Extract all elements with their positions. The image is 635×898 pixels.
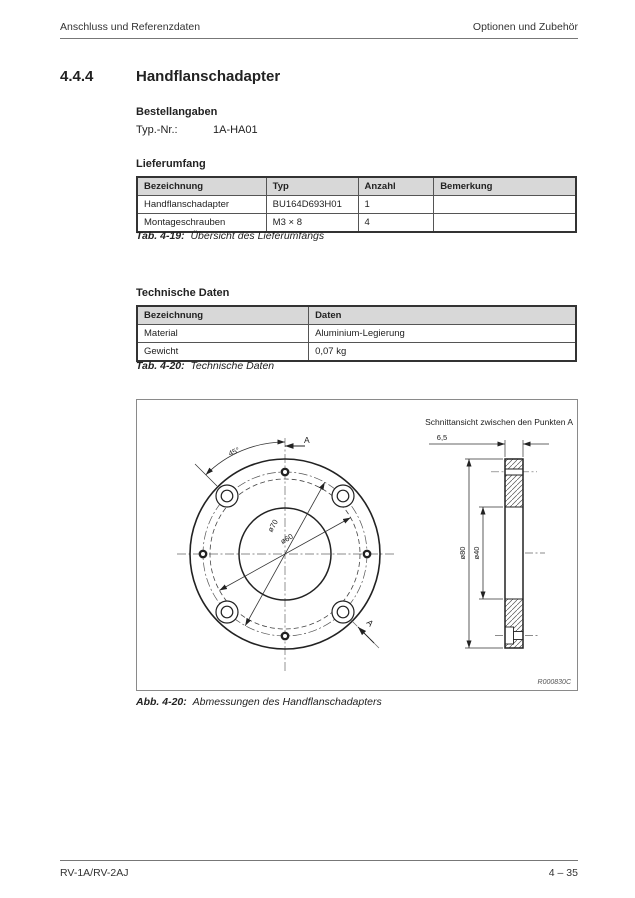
drawing-code: R000830C xyxy=(537,679,571,686)
col-header: Bezeichnung xyxy=(137,177,266,196)
col-header: Bezeichnung xyxy=(137,306,309,325)
dim-label-ref-circle: ø60 xyxy=(278,531,295,546)
angle-arc xyxy=(206,442,285,475)
footer-rule xyxy=(60,860,578,861)
figure-drawing xyxy=(136,399,578,691)
figure-caption xyxy=(136,696,382,708)
caption-label: Tab. 4-19: xyxy=(136,230,185,242)
section-view xyxy=(429,433,549,648)
header-left: Anschluss und Referenzdaten xyxy=(60,21,201,33)
col-header: Typ xyxy=(266,177,358,196)
order-info-heading: Bestellangaben xyxy=(136,106,218,118)
cell: BU164D693H01 xyxy=(266,196,358,214)
section-title: Handflanschadapter xyxy=(136,68,281,85)
delivery-table xyxy=(136,176,577,233)
top-hole-cut xyxy=(505,469,523,475)
caption-text: Abmessungen des Handflanschadapters xyxy=(192,696,382,708)
through-hole-cut xyxy=(514,632,524,640)
dim-label-thickness: 6,5 xyxy=(436,433,448,442)
type-no-label: Typ.-Nr.: xyxy=(136,124,178,136)
col-header: Daten xyxy=(309,306,576,325)
section-marker-top: A xyxy=(304,435,310,445)
dim-label-bore: ø40 xyxy=(472,546,481,560)
cell: Handflanschadapter xyxy=(137,196,266,214)
cell: Aluminium-Legierung xyxy=(309,325,576,343)
header-right: Optionen und Zubehör xyxy=(472,21,578,33)
caption-text: Technische Daten xyxy=(190,360,275,372)
table-row xyxy=(137,325,576,343)
table-header-row xyxy=(137,306,576,325)
cell: Montageschrauben xyxy=(137,214,266,233)
caption-label: Tab. 4-20: xyxy=(136,360,185,372)
section-arrow-bottom xyxy=(358,627,374,643)
table-caption xyxy=(136,230,324,242)
technical-data-heading: Technische Daten xyxy=(136,287,230,299)
cell xyxy=(434,214,576,233)
section-view-title: Schnittansicht zwischen den Punkten A xyxy=(425,417,573,427)
cell: M3 × 8 xyxy=(266,214,358,233)
hatch-top xyxy=(505,459,523,507)
footer-left: RV-1A/RV-2AJ xyxy=(60,867,129,879)
section-number: 4.4.4 xyxy=(60,68,94,85)
footer-right: 4 – 35 xyxy=(548,867,578,879)
table-row xyxy=(137,343,576,362)
col-header: Bemerkung xyxy=(434,177,576,196)
caption-label: Abb. 4-20: xyxy=(136,696,187,708)
dim-label-outer: ø80 xyxy=(458,546,467,560)
cell: 0,07 kg xyxy=(309,343,576,362)
cell xyxy=(434,196,576,214)
table-caption xyxy=(136,360,274,372)
type-no-value: 1A-HA01 xyxy=(213,124,258,136)
section-marker-bottom: A xyxy=(364,617,376,629)
dim-label-bolt-circle: ø70 xyxy=(265,517,280,534)
caption-text: Übersicht des Lieferumfangs xyxy=(190,230,325,242)
cell: 4 xyxy=(358,214,434,233)
flange-drawing-svg xyxy=(137,400,577,690)
cell: Material xyxy=(137,325,309,343)
cell: Gewicht xyxy=(137,343,309,362)
angle-label: 45° xyxy=(226,445,241,459)
technical-data-table xyxy=(136,305,577,362)
counterbore-cut xyxy=(505,627,514,644)
table-row xyxy=(137,196,576,214)
plan-view xyxy=(177,435,395,672)
table-header-row xyxy=(137,177,576,196)
col-header: Anzahl xyxy=(358,177,434,196)
cell: 1 xyxy=(358,196,434,214)
header-rule xyxy=(60,38,578,39)
scope-of-delivery-heading: Lieferumfang xyxy=(136,158,206,170)
